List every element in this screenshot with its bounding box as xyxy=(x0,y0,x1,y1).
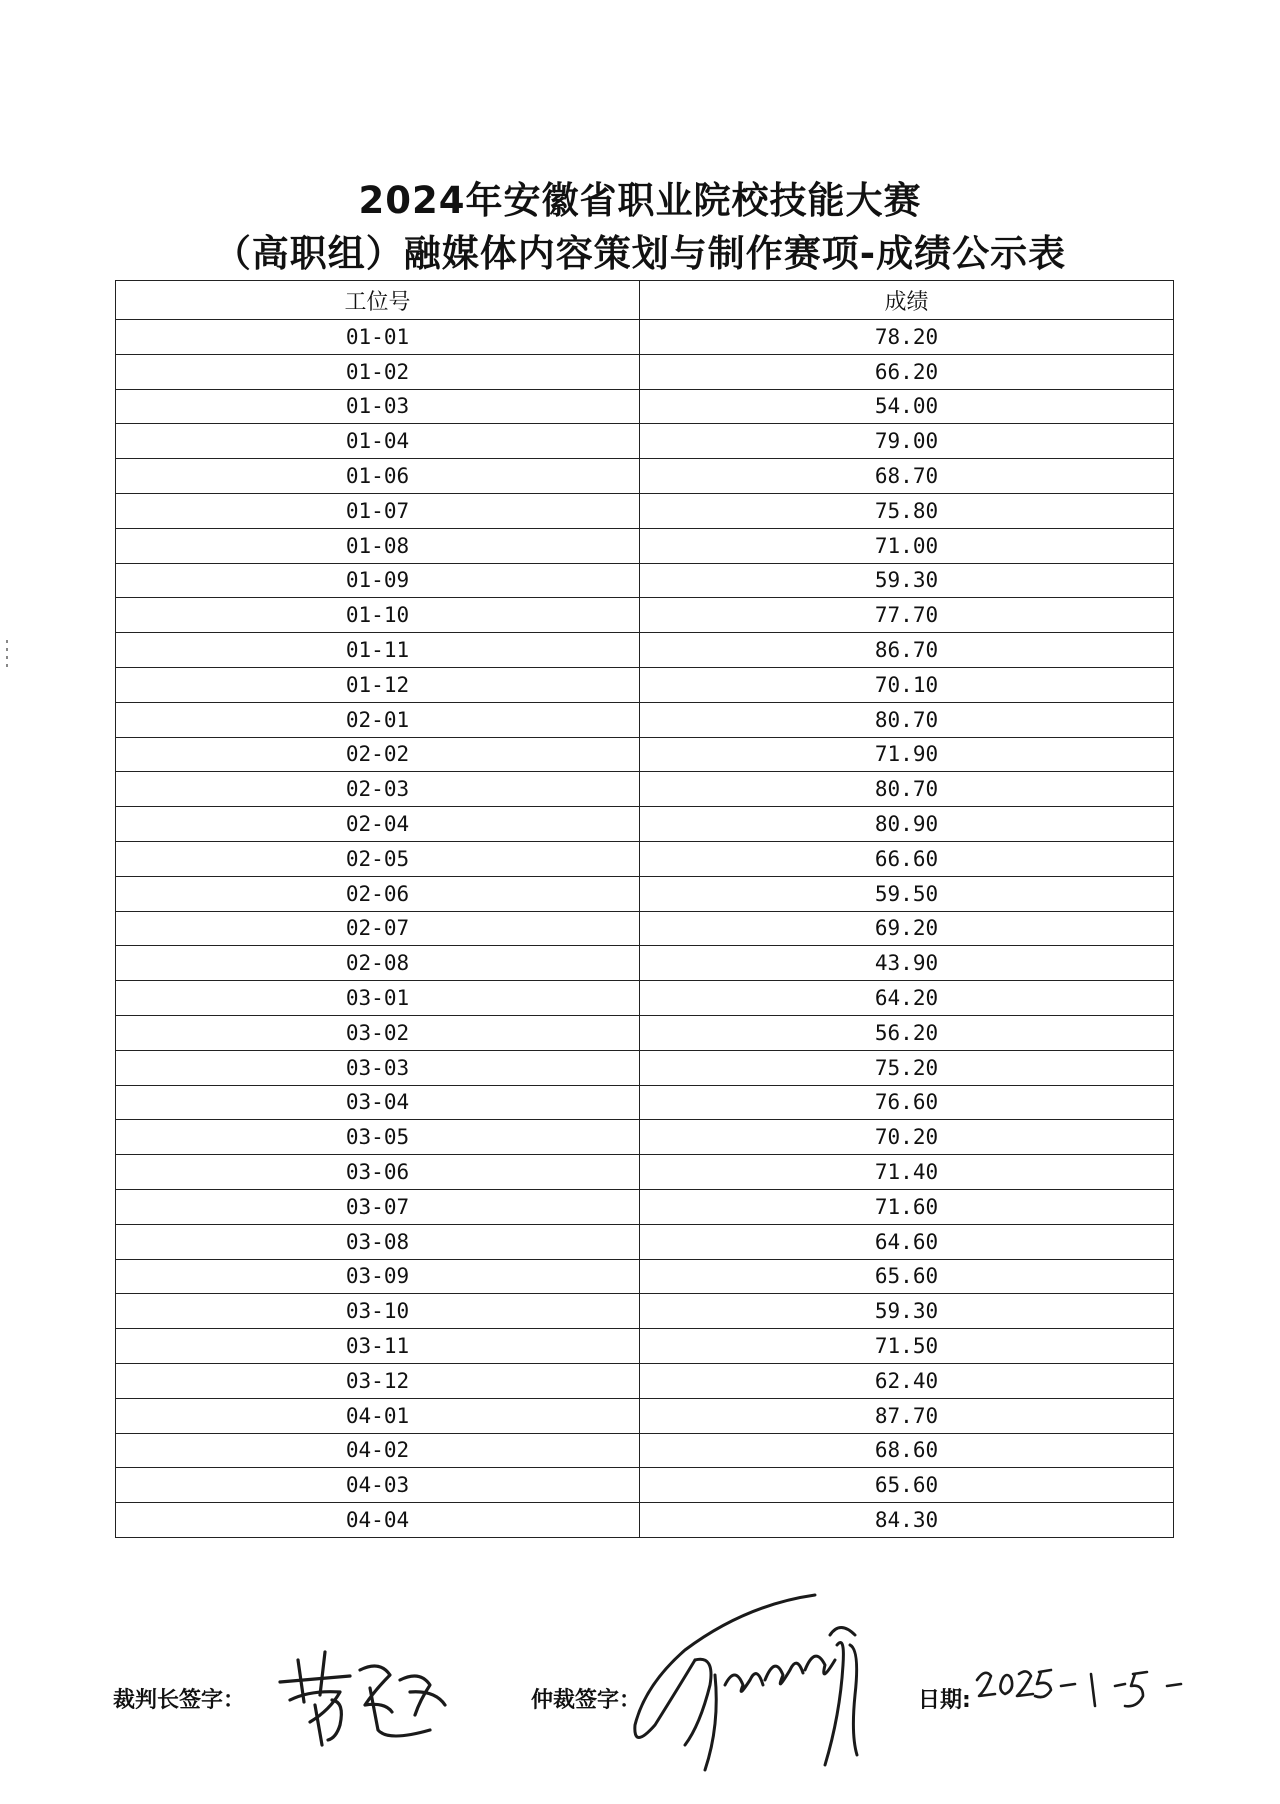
header-score: 成绩 xyxy=(640,281,1174,320)
table-row xyxy=(116,1050,1174,1085)
score-cell: 66.60 xyxy=(640,841,1174,876)
arbitration-signature xyxy=(625,1575,905,1775)
score-cell: 68.70 xyxy=(640,459,1174,494)
header-station-number: 工位号 xyxy=(116,281,640,320)
table-row xyxy=(116,424,1174,459)
score-cell: 71.60 xyxy=(640,1189,1174,1224)
score-cell: 64.60 xyxy=(640,1224,1174,1259)
table-row xyxy=(116,702,1174,737)
table-row xyxy=(116,981,1174,1016)
score-cell: 71.40 xyxy=(640,1155,1174,1190)
table-row xyxy=(116,1294,1174,1329)
score-cell: 59.50 xyxy=(640,876,1174,911)
score-cell: 56.20 xyxy=(640,1015,1174,1050)
table-row xyxy=(116,1433,1174,1468)
table-row xyxy=(116,772,1174,807)
score-cell: 77.70 xyxy=(640,598,1174,633)
score-cell: 65.60 xyxy=(640,1259,1174,1294)
score-cell: 86.70 xyxy=(640,633,1174,668)
table-row xyxy=(116,946,1174,981)
table-row xyxy=(116,493,1174,528)
score-cell: 43.90 xyxy=(640,946,1174,981)
station-number-cell: 02-04 xyxy=(116,807,640,842)
station-number-cell: 03-08 xyxy=(116,1224,640,1259)
table-row xyxy=(116,1015,1174,1050)
table-row xyxy=(116,354,1174,389)
station-number-cell: 01-09 xyxy=(116,563,640,598)
station-number-cell: 01-01 xyxy=(116,320,640,355)
score-table xyxy=(115,280,1174,1538)
station-number-cell: 03-05 xyxy=(116,1120,640,1155)
station-number-cell: 03-11 xyxy=(116,1329,640,1364)
score-cell: 62.40 xyxy=(640,1363,1174,1398)
table-row xyxy=(116,1155,1174,1190)
table-row xyxy=(116,633,1174,668)
table-row xyxy=(116,598,1174,633)
station-number-cell: 02-08 xyxy=(116,946,640,981)
station-number-cell: 02-05 xyxy=(116,841,640,876)
station-number-cell: 02-07 xyxy=(116,911,640,946)
score-cell: 80.70 xyxy=(640,702,1174,737)
chief-judge-signature-label: 裁判长签字： xyxy=(113,1688,246,1713)
table-row xyxy=(116,1503,1174,1538)
station-number-cell: 03-04 xyxy=(116,1085,640,1120)
table-row xyxy=(116,1224,1174,1259)
score-cell: 65.60 xyxy=(640,1468,1174,1503)
station-number-cell: 04-03 xyxy=(116,1468,640,1503)
score-cell: 70.20 xyxy=(640,1120,1174,1155)
station-number-cell: 01-06 xyxy=(116,459,640,494)
table-row xyxy=(116,1085,1174,1120)
score-cell: 59.30 xyxy=(640,1294,1174,1329)
station-number-cell: 03-12 xyxy=(116,1363,640,1398)
station-number-cell: 03-06 xyxy=(116,1155,640,1190)
score-cell: 84.30 xyxy=(640,1503,1174,1538)
table-header-row xyxy=(116,281,1174,320)
score-cell: 78.20 xyxy=(640,320,1174,355)
chief-judge-signature xyxy=(270,1630,460,1750)
score-cell: 79.00 xyxy=(640,424,1174,459)
table-row xyxy=(116,563,1174,598)
station-number-cell: 03-07 xyxy=(116,1189,640,1224)
station-number-cell: 01-11 xyxy=(116,633,640,668)
station-number-cell: 02-01 xyxy=(116,702,640,737)
station-number-cell: 04-01 xyxy=(116,1398,640,1433)
table-row xyxy=(116,737,1174,772)
table-row xyxy=(116,667,1174,702)
score-cell: 76.60 xyxy=(640,1085,1174,1120)
station-number-cell: 01-08 xyxy=(116,528,640,563)
table-row xyxy=(116,389,1174,424)
score-cell: 70.10 xyxy=(640,667,1174,702)
station-number-cell: 03-03 xyxy=(116,1050,640,1085)
score-cell: 71.90 xyxy=(640,737,1174,772)
score-cell: 66.20 xyxy=(640,354,1174,389)
score-cell: 71.50 xyxy=(640,1329,1174,1364)
score-cell: 75.20 xyxy=(640,1050,1174,1085)
station-number-cell: 04-02 xyxy=(116,1433,640,1468)
station-number-cell: 01-07 xyxy=(116,493,640,528)
table-row xyxy=(116,1398,1174,1433)
station-number-cell: 01-03 xyxy=(116,389,640,424)
score-cell: 59.30 xyxy=(640,563,1174,598)
table-row xyxy=(116,1363,1174,1398)
station-number-cell: 02-03 xyxy=(116,772,640,807)
station-number-cell: 04-04 xyxy=(116,1503,640,1538)
table-row xyxy=(116,459,1174,494)
score-cell: 71.00 xyxy=(640,528,1174,563)
score-cell: 80.70 xyxy=(640,772,1174,807)
station-number-cell: 01-04 xyxy=(116,424,640,459)
handwritten-date xyxy=(975,1650,1195,1720)
score-cell: 54.00 xyxy=(640,389,1174,424)
title-line-2: （高职组）融媒体内容策划与制作赛项-成绩公示表 xyxy=(213,232,1067,275)
table-row xyxy=(116,841,1174,876)
table-row xyxy=(116,1468,1174,1503)
scan-edge-marks xyxy=(6,640,10,672)
table-row xyxy=(116,911,1174,946)
score-cell: 64.20 xyxy=(640,981,1174,1016)
table-row xyxy=(116,1259,1174,1294)
table-row xyxy=(116,1329,1174,1364)
score-cell: 87.70 xyxy=(640,1398,1174,1433)
table-row xyxy=(116,1120,1174,1155)
table-row xyxy=(116,528,1174,563)
station-number-cell: 01-02 xyxy=(116,354,640,389)
station-number-cell: 01-10 xyxy=(116,598,640,633)
score-cell: 80.90 xyxy=(640,807,1174,842)
arbitration-signature-label: 仲裁签字： xyxy=(531,1688,642,1713)
table-row xyxy=(116,876,1174,911)
station-number-cell: 01-12 xyxy=(116,667,640,702)
table-row xyxy=(116,807,1174,842)
station-number-cell: 02-02 xyxy=(116,737,640,772)
title-line-1: 2024年安徽省职业院校技能大赛 xyxy=(358,179,922,222)
table-row xyxy=(116,320,1174,355)
date-label: 日期: xyxy=(918,1688,971,1713)
station-number-cell: 03-02 xyxy=(116,1015,640,1050)
score-cell: 75.80 xyxy=(640,493,1174,528)
station-number-cell: 03-09 xyxy=(116,1259,640,1294)
station-number-cell: 03-01 xyxy=(116,981,640,1016)
table-body xyxy=(116,320,1174,1538)
score-cell: 68.60 xyxy=(640,1433,1174,1468)
table-row xyxy=(116,1189,1174,1224)
station-number-cell: 02-06 xyxy=(116,876,640,911)
station-number-cell: 03-10 xyxy=(116,1294,640,1329)
score-cell: 69.20 xyxy=(640,911,1174,946)
